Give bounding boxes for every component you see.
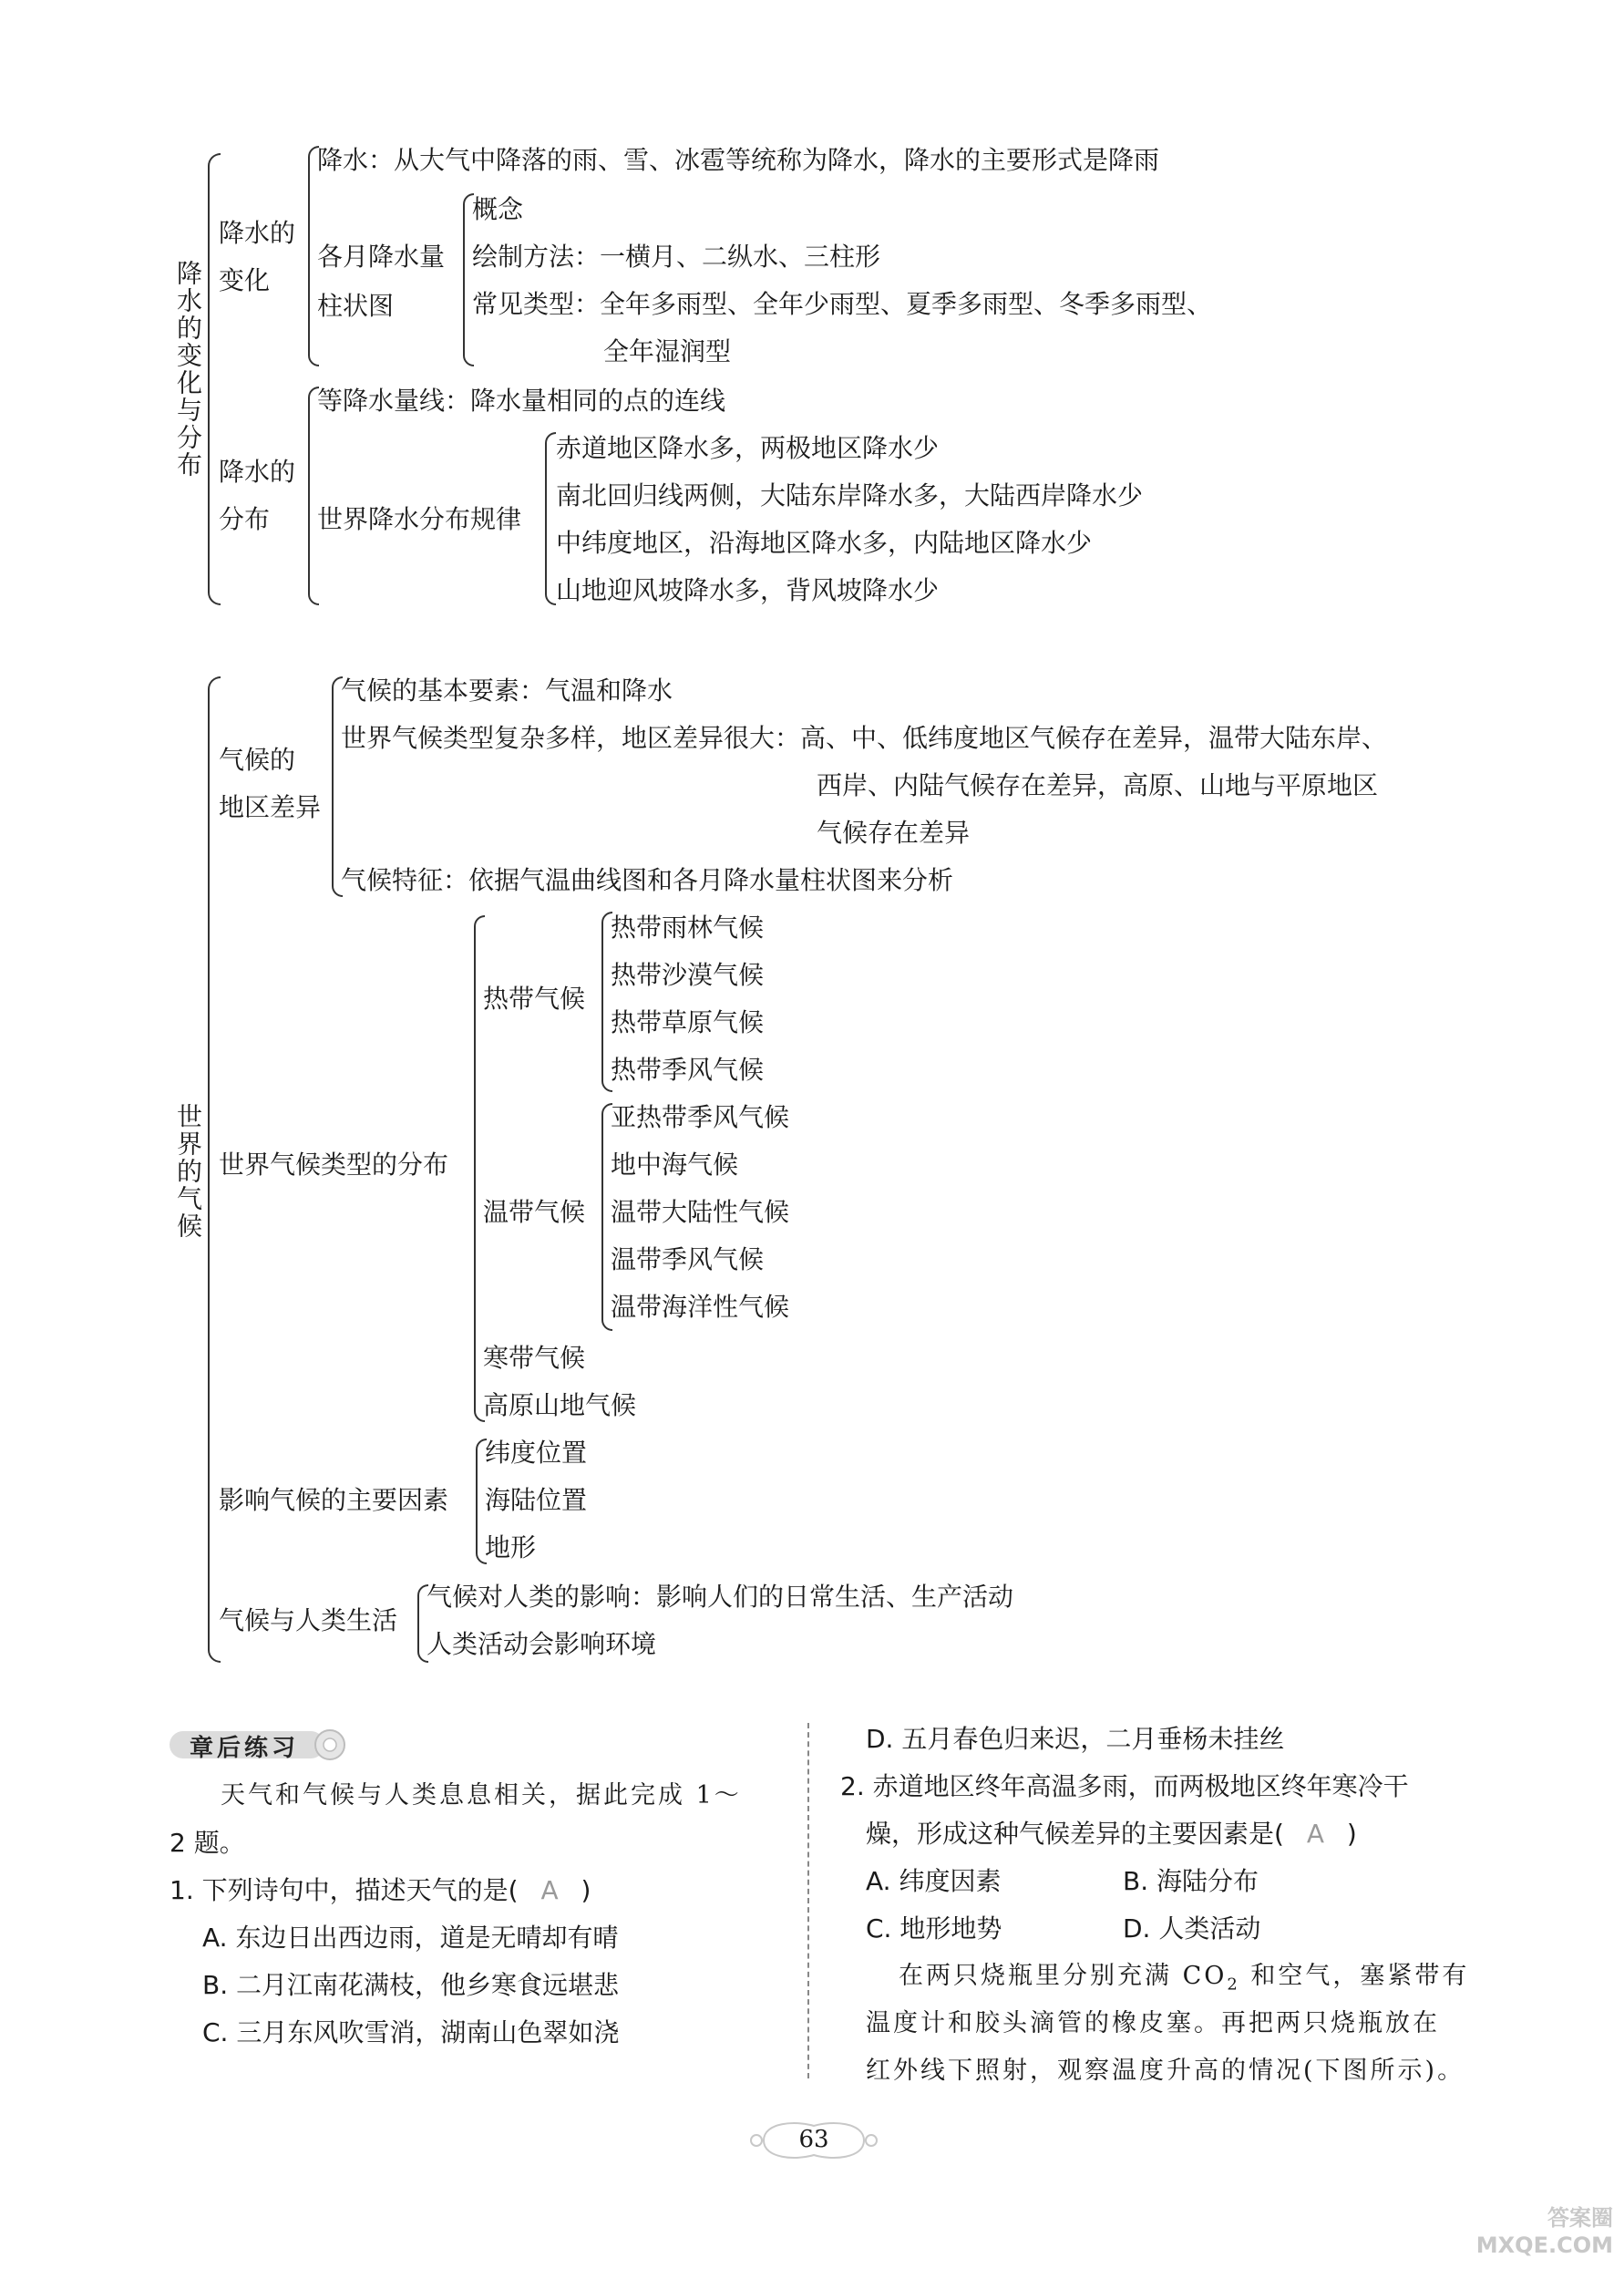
q1-option: C. 三月东风吹雪消，湖南山色翠如浇 (202, 2017, 620, 2047)
exercise-intro-2: 2 题。 (170, 1828, 245, 1858)
watermark: 答案圈 MXQE.COM (1475, 2205, 1613, 2258)
law-rule: 南北回归线两侧，大陆东岸降水多，大陆西岸降水少 (556, 480, 1144, 510)
page-number: 63 (798, 2126, 829, 2153)
climate-elements: 气候的基本要素：气温和降水 (341, 675, 673, 706)
chart-types-cont: 全年湿润型 (603, 336, 732, 366)
question-2-text: 燥，形成这种气候差异的主要因素是( (866, 1819, 1284, 1849)
temperate-label: 温带气候 (483, 1197, 586, 1227)
distribution-brace (308, 387, 319, 605)
question-2-close: ) (1346, 1819, 1357, 1849)
temperate-item: 温带大陆性气候 (611, 1197, 790, 1227)
distribution-title-2: 分布 (219, 504, 271, 534)
q2-option: B. 海陆分布 (1123, 1866, 1259, 1896)
tropical-item: 热带雨林气候 (611, 913, 765, 943)
question-1-text: 1. 下列诗句中，描述天气的是( (170, 1875, 519, 1905)
page-number-ornament (745, 2113, 882, 2170)
climate-variety-cont1: 西岸、内陆气候存在差异，高原、山地与平原地区 (817, 770, 1379, 800)
change-title-1: 降水的 (219, 218, 296, 248)
temperate-item: 亚热带季风气候 (611, 1102, 790, 1132)
diff-title-1: 气候的 (219, 745, 296, 775)
chart-title-1: 各月降水量 (317, 242, 446, 272)
law-rule: 赤道地区降水多，两极地区降水少 (556, 433, 940, 463)
exercise-intro: 天气和气候与人类息息相关，据此完成 1～ (221, 1781, 742, 1810)
factor-item: 海陆位置 (485, 1485, 588, 1515)
experiment-line1 (899, 1960, 1469, 2001)
tropical-label: 热带气候 (483, 984, 586, 1014)
tropical-item: 热带季风气候 (611, 1055, 765, 1085)
question-2-line2 (866, 1818, 1357, 1851)
experiment-text-2: 和空气，塞紧带有 (1239, 1962, 1470, 1990)
climate-variety: 世界气候类型复杂多样，地区差异很大：高、中、低纬度地区气候存在差异，温带大陆东岸、 (341, 723, 1388, 753)
question-1-close: ) (581, 1875, 591, 1905)
distribution-law: 世界降水分布规律 (317, 504, 522, 534)
diff-title-2: 地区差异 (219, 792, 322, 822)
precip-definition: 降水：从大气中降落的雨、雪、冰雹等统称为降水，降水的主要形式是降雨 (317, 145, 1160, 175)
q1-option: D. 五月春色归来迟，二月垂杨未挂丝 (866, 1724, 1285, 1754)
q2-option: D. 人类活动 (1123, 1913, 1261, 1944)
distribution-title-1: 降水的 (219, 457, 296, 487)
human-item: 气候对人类的影响：影响人们的日常生活、生产活动 (427, 1582, 1014, 1612)
tropical-item: 热带沙漠气候 (611, 960, 765, 990)
question-1-answer: A (540, 1875, 559, 1905)
chart-method: 绘制方法：一横月、二纵水、三柱形 (472, 242, 881, 272)
question-2-line1: 2. 赤道地区终年高温多雨，而两极地区终年寒冷干 (840, 1771, 1409, 1801)
human-item: 人类活动会影响环境 (427, 1629, 657, 1659)
question-1 (170, 1874, 591, 1907)
climate-features: 气候特征：依据气温曲线图和各月降水量柱状图来分析 (341, 865, 954, 895)
experiment-line3: 红外线下照射，观察温度升高的情况(下图所示)。 (866, 2057, 1465, 2085)
law-rule: 中纬度地区，沿海地区降水多，内陆地区降水少 (556, 528, 1093, 558)
factor-item: 纬度位置 (485, 1438, 588, 1468)
climate-variety-cont2: 气候存在差异 (817, 818, 971, 848)
q1-option: B. 二月江南花满枝，他乡寒食远堪悲 (202, 1970, 620, 2000)
experiment-text-1: 在两只烧瓶里分别充满 CO (899, 1962, 1228, 1990)
law-rule: 山地迎风坡降水多，背风坡降水少 (556, 575, 940, 605)
experiment-line2: 温度计和胶头滴管的橡皮塞。再把两只烧瓶放在 (866, 2009, 1440, 2037)
question-2-answer: A (1306, 1819, 1324, 1849)
factors-title: 影响气候的主要因素 (219, 1485, 449, 1515)
change-title-2: 变化 (219, 265, 271, 295)
chart-title-2: 柱状图 (317, 291, 395, 321)
exercise-badge (170, 1726, 352, 1762)
frigid-label: 寒带气候 (483, 1343, 586, 1373)
temperate-item: 地中海气候 (611, 1150, 739, 1180)
outline2-root-label: 世界的气候 (173, 1103, 203, 1240)
q2-option: C. 地形地势 (866, 1913, 1002, 1944)
law-brace (545, 432, 556, 605)
temperate-item: 温带季风气候 (611, 1244, 765, 1274)
temperate-item: 温带海洋性气候 (611, 1292, 790, 1322)
column-divider (807, 1723, 809, 2078)
outline1-root-label: 降水的变化与分布 (173, 260, 203, 479)
isohyet-definition: 等降水量线：降水量相同的点的连线 (317, 386, 726, 416)
tropical-item: 热带草原气候 (611, 1007, 765, 1037)
q2-option: A. 纬度因素 (866, 1866, 1002, 1896)
q1-option: A. 东边日出西边雨，道是无晴却有晴 (202, 1923, 619, 1953)
badge-label: 章后练习 (190, 1735, 300, 1762)
factor-item: 地形 (485, 1532, 537, 1562)
chart-concept: 概念 (472, 194, 524, 224)
experiment-subscript: 2 (1227, 1975, 1240, 1995)
chart-types: 常见类型：全年多雨型、全年少雨型、夏季多雨型、冬季多雨型、 (472, 289, 1213, 319)
highland-label: 高原山地气候 (483, 1390, 637, 1420)
human-title: 气候与人类生活 (219, 1605, 398, 1635)
types-title: 世界气候类型的分布 (219, 1150, 449, 1180)
